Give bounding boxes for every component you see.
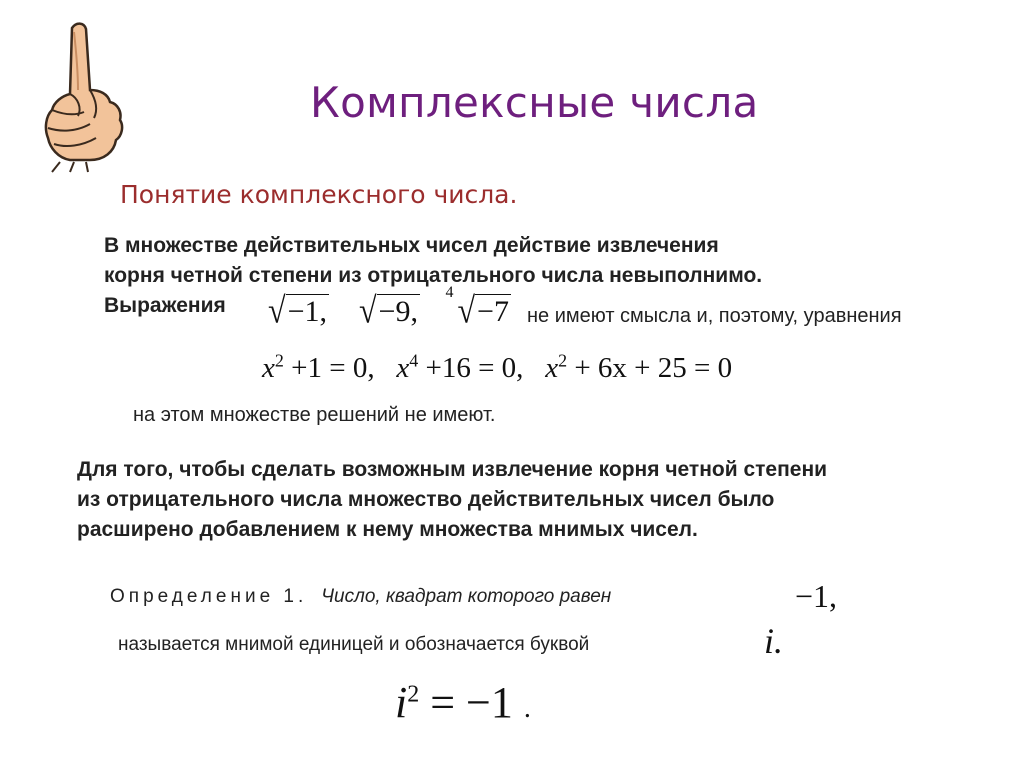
definition-line	[110, 586, 611, 608]
equation-3: $x^2 + 6x + 25 = 0$	[545, 350, 733, 384]
note-no-meaning: не имеют смысла и, поэтому, уравнения	[527, 305, 902, 327]
equation-2: $x^4 +16 = 0$,	[396, 350, 524, 384]
equations	[262, 350, 732, 385]
imaginary-letter: i.	[764, 621, 784, 661]
definition-text-2: называется мнимой единицей и обозначается буквой	[118, 634, 590, 655]
definition-text: Число, квадрат которого равен	[321, 586, 612, 607]
paragraph-line: Для того, чтобы сделать возможным извлечение корня четной степени	[77, 458, 828, 481]
radical-expressions	[268, 284, 511, 331]
paragraph-line: В множестве действительных чисел действие извлечения	[104, 234, 719, 257]
definition-label: Определение 1.	[110, 586, 308, 607]
page-title: Комплексные числа	[310, 78, 759, 127]
equation-1: $x^2 +1 = 0$,	[262, 350, 375, 384]
pointing-finger-icon	[30, 20, 130, 175]
sqrt-minus-1: √−1,	[268, 289, 327, 331]
final-formula: $i^2 = -1$ .	[395, 678, 531, 727]
sqrt-minus-9: √−9,	[358, 289, 418, 331]
paragraph-line: Выражения	[104, 294, 226, 317]
note-no-solutions: на этом множестве решений не имеют.	[133, 404, 496, 426]
definition-value: −1,	[795, 578, 838, 614]
paragraph-line: корня четной степени из отрицательного числа невыполнимо.	[104, 264, 763, 287]
paragraph-line: из отрицательного числа множество действительных чисел было	[77, 488, 775, 511]
paragraph-line: расширено добавлением к нему множества мнимых чисел.	[77, 518, 698, 541]
section-subtitle: Понятие комплексного числа.	[120, 180, 518, 209]
paragraph-extension	[77, 455, 977, 545]
fourth-root-minus-7: 4 √−7	[445, 284, 509, 331]
